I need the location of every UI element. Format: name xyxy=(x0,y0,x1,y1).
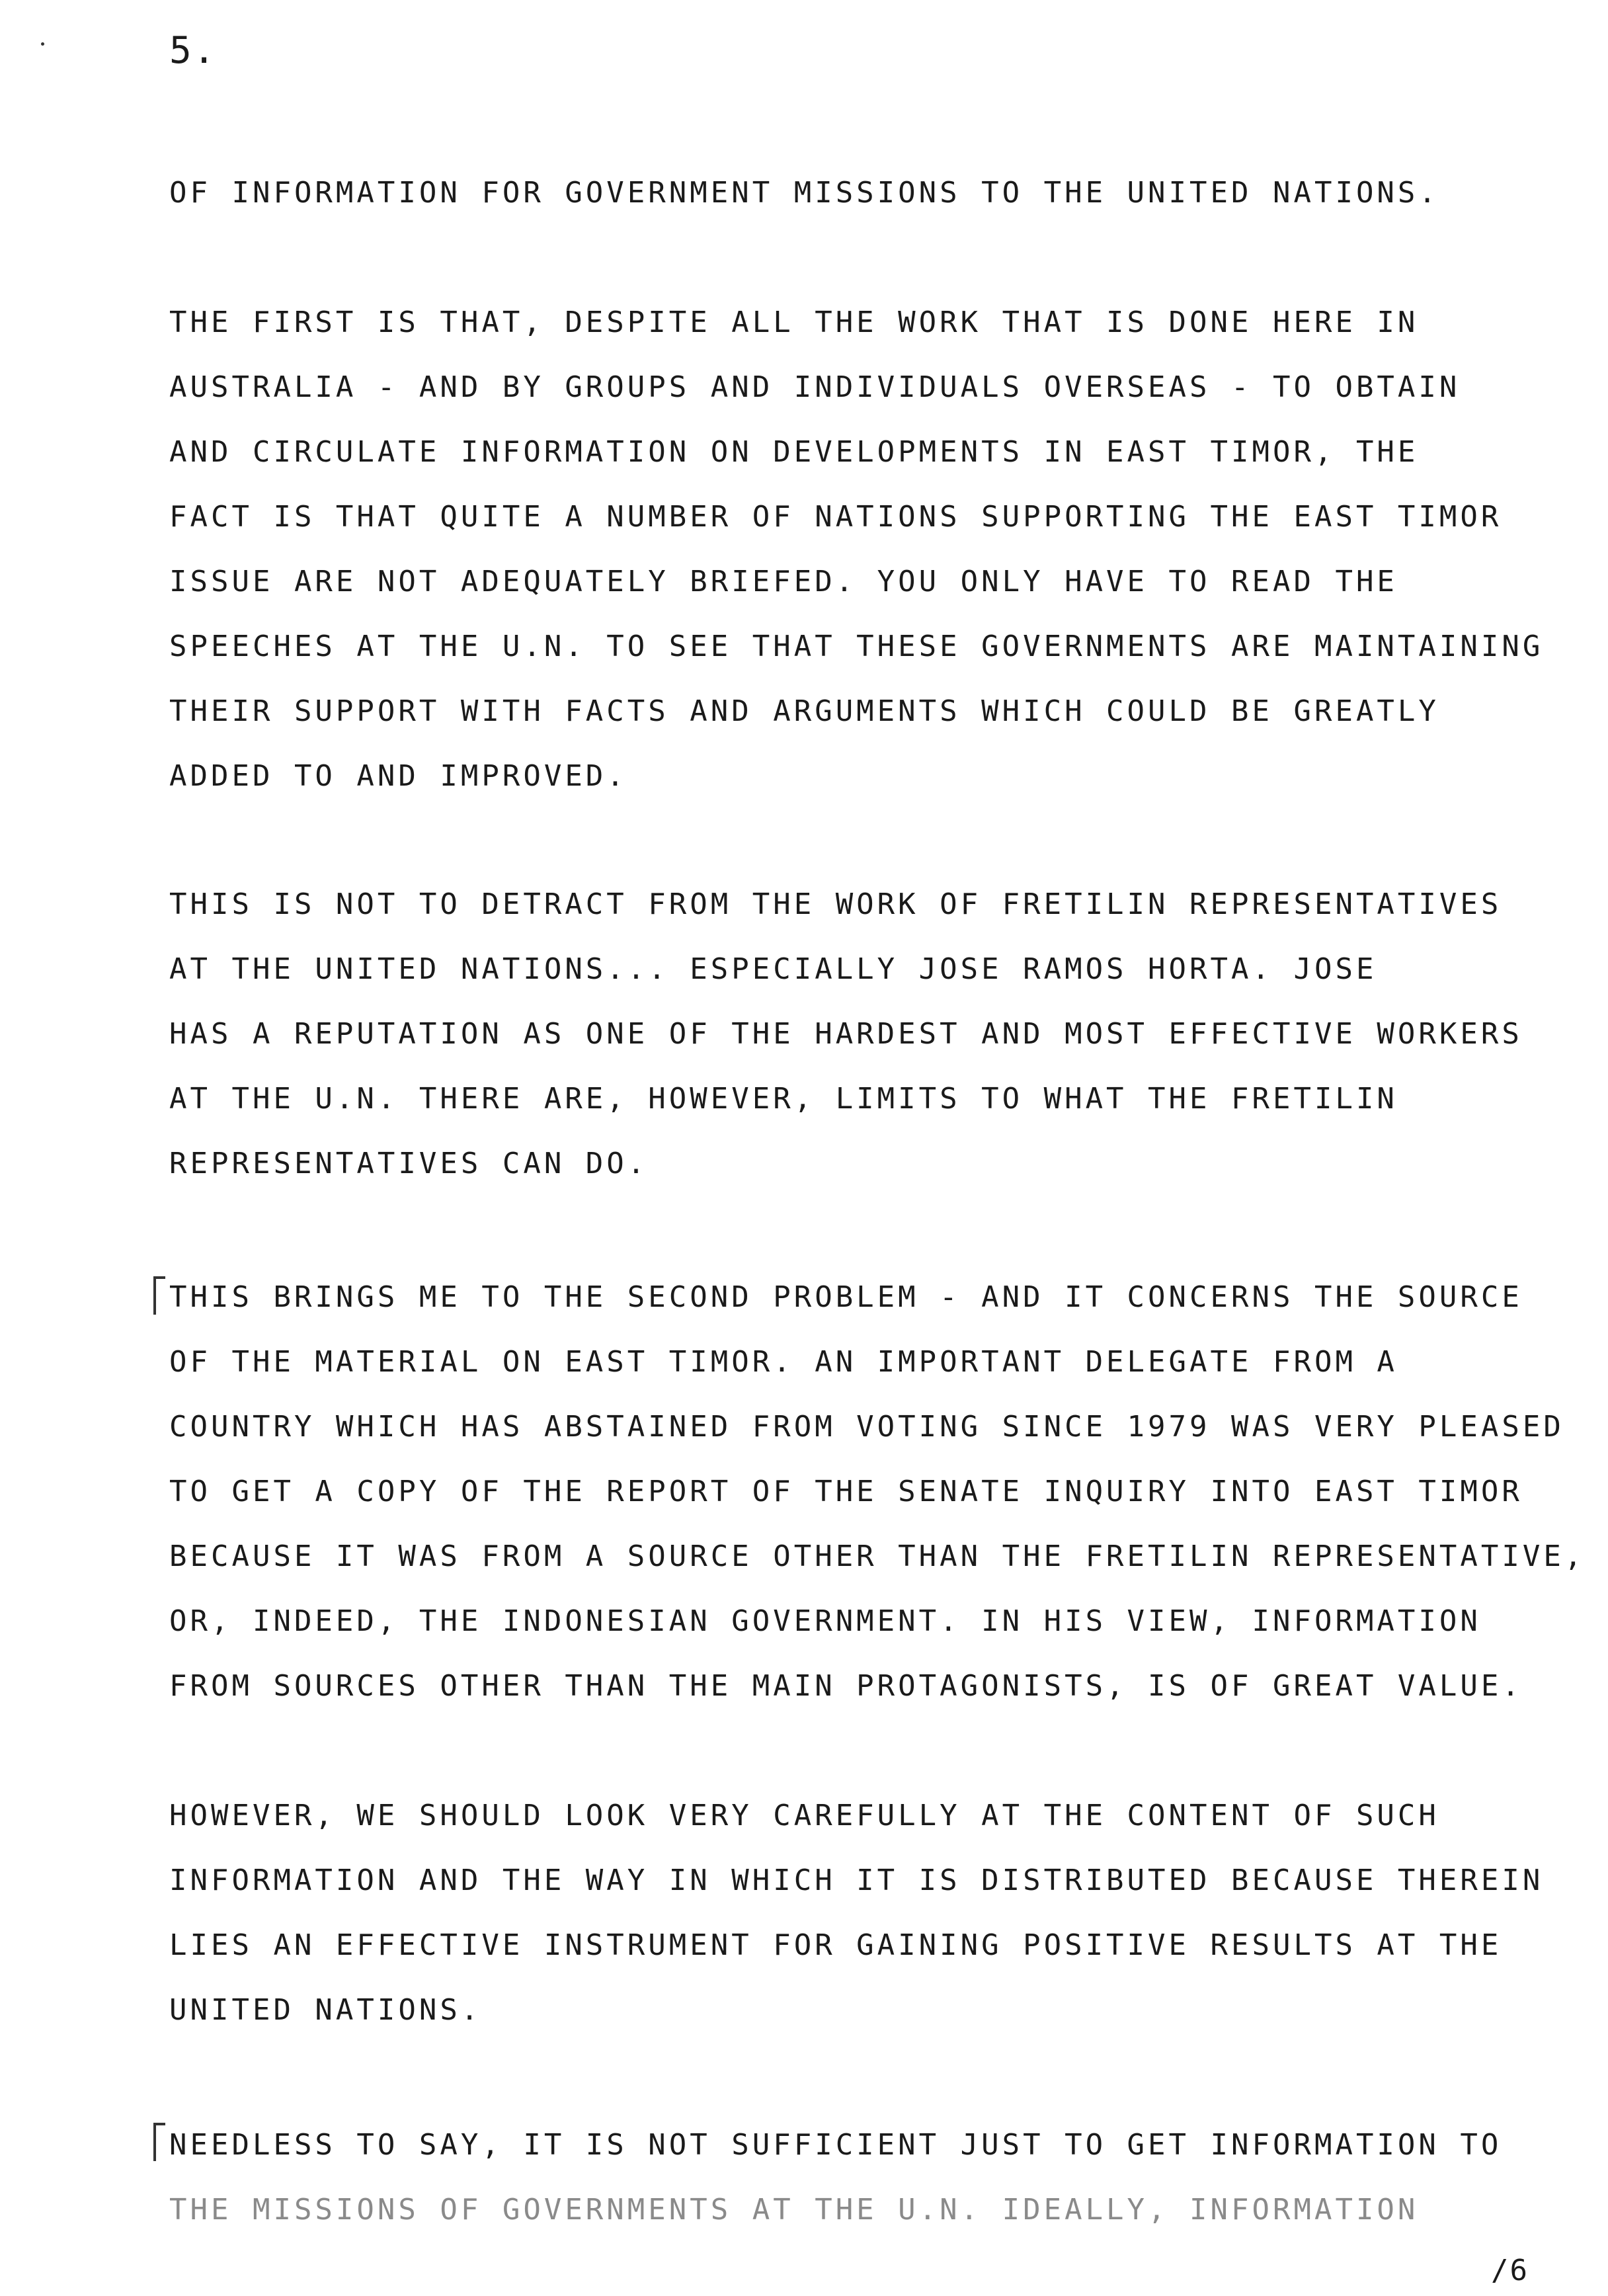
text-line: NEEDLESS TO SAY, IT IS NOT SUFFICIENT JUST TO GET INFORMATION TO xyxy=(169,2128,1502,2162)
page-number: 5. xyxy=(169,29,217,72)
text-line: ISSUE ARE NOT ADEQUATELY BRIEFED. YOU ONLY HAVE TO READ THE xyxy=(169,565,1398,598)
margin-bracket-mark xyxy=(153,2123,165,2161)
stray-ink-mark xyxy=(41,42,44,46)
text-line: LIES AN EFFECTIVE INSTRUMENT FOR GAINING POSITIVE RESULTS AT THE xyxy=(169,1928,1502,1962)
text-line: OF THE MATERIAL ON EAST TIMOR. AN IMPORTANT DELEGATE FROM A xyxy=(169,1345,1398,1379)
text-line: THIS BRINGS ME TO THE SECOND PROBLEM - AND IT CONCERNS THE SOURCE xyxy=(169,1280,1523,1314)
text-line: THEIR SUPPORT WITH FACTS AND ARGUMENTS WHICH COULD BE GREATLY xyxy=(169,694,1439,728)
continuation-mark: /6 xyxy=(1491,2254,1529,2287)
text-line: AT THE UNITED NATIONS... ESPECIALLY JOSE RAMOS HORTA. JOSE xyxy=(169,952,1377,986)
text-line: FROM SOURCES OTHER THAN THE MAIN PROTAGONISTS, IS OF GREAT VALUE. xyxy=(169,1669,1523,1703)
text-line: HOWEVER, WE SHOULD LOOK VERY CAREFULLY AT THE CONTENT OF SUCH xyxy=(169,1799,1439,1832)
text-line: SPEECHES AT THE U.N. TO SEE THAT THESE GOVERNMENTS ARE MAINTAINING xyxy=(169,630,1544,663)
text-line: UNITED NATIONS. xyxy=(169,1993,482,2027)
text-line: AND CIRCULATE INFORMATION ON DEVELOPMENTS IN EAST TIMOR, THE xyxy=(169,435,1419,469)
text-line: BECAUSE IT WAS FROM A SOURCE OTHER THAN THE FRETILIN REPRESENTATIVE, xyxy=(169,1539,1586,1573)
text-line: AUSTRALIA - AND BY GROUPS AND INDIVIDUALS OVERSEAS - TO OBTAIN xyxy=(169,370,1461,404)
text-line: THE MISSIONS OF GOVERNMENTS AT THE U.N. IDEALLY, INFORMATION xyxy=(169,2193,1419,2227)
text-line: HAS A REPUTATION AS ONE OF THE HARDEST AND MOST EFFECTIVE WORKERS xyxy=(169,1017,1523,1051)
text-line: ADDED TO AND IMPROVED. xyxy=(169,759,627,793)
text-line: COUNTRY WHICH HAS ABSTAINED FROM VOTING SINCE 1979 WAS VERY PLEASED xyxy=(169,1410,1564,1444)
text-line: OR, INDEED, THE INDONESIAN GOVERNMENT. IN HIS VIEW, INFORMATION xyxy=(169,1604,1481,1638)
text-line: INFORMATION AND THE WAY IN WHICH IT IS DISTRIBUTED BECAUSE THEREIN xyxy=(169,1864,1544,1897)
text-line: AT THE U.N. THERE ARE, HOWEVER, LIMITS TO WHAT THE FRETILIN xyxy=(169,1082,1398,1116)
margin-bracket-mark xyxy=(153,1276,165,1315)
text-line: THE FIRST IS THAT, DESPITE ALL THE WORK THAT IS DONE HERE IN xyxy=(169,306,1419,339)
text-line: THIS IS NOT TO DETRACT FROM THE WORK OF FRETILIN REPRESENTATIVES xyxy=(169,887,1502,921)
text-line: TO GET A COPY OF THE REPORT OF THE SENATE INQUIRY INTO EAST TIMOR xyxy=(169,1475,1523,1508)
text-line: OF INFORMATION FOR GOVERNMENT MISSIONS TO THE UNITED NATIONS. xyxy=(169,176,1439,210)
text-line: FACT IS THAT QUITE A NUMBER OF NATIONS SUPPORTING THE EAST TIMOR xyxy=(169,500,1502,534)
text-line: REPRESENTATIVES CAN DO. xyxy=(169,1147,649,1180)
